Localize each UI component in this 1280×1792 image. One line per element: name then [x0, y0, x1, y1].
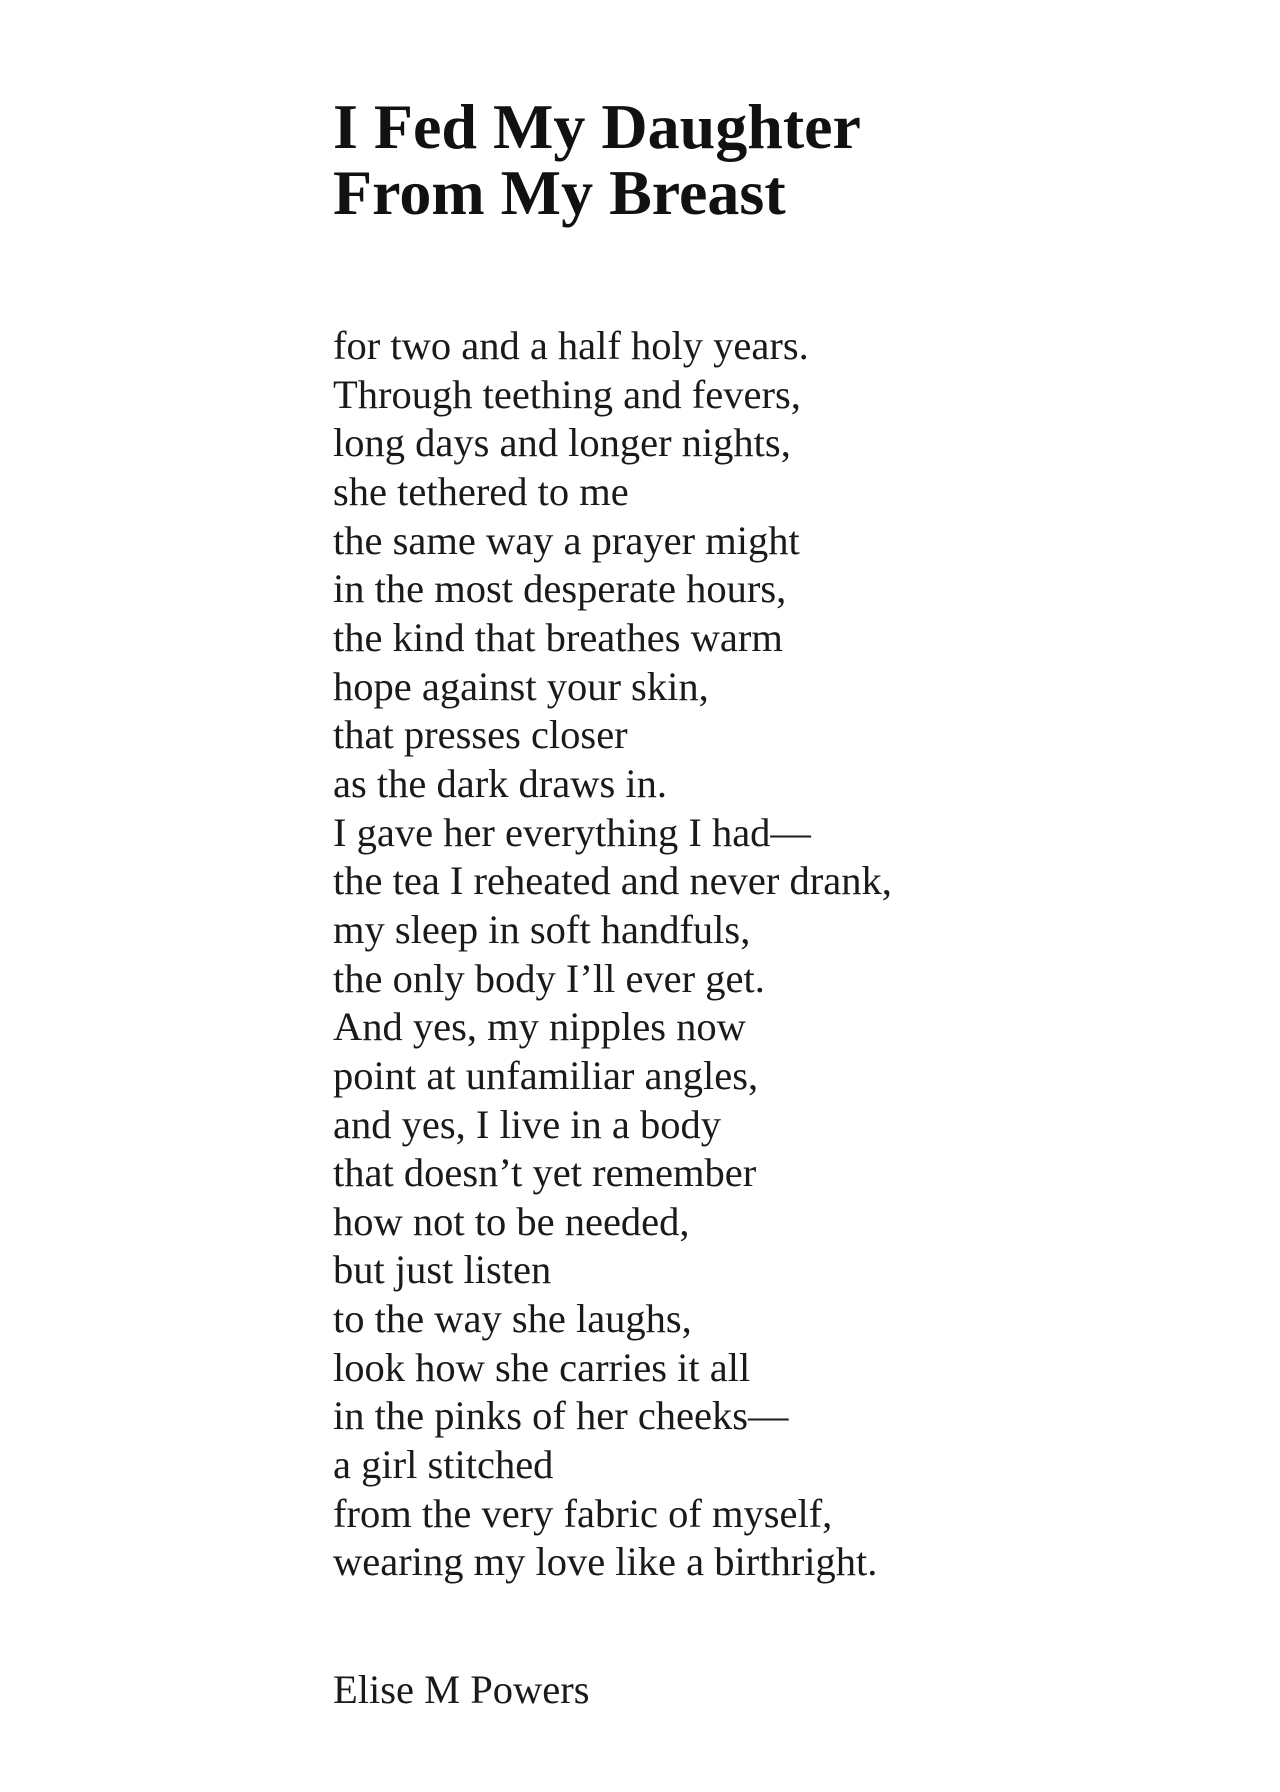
poem-line: that doesn’t yet remember	[333, 1150, 757, 1196]
poem-line: the only body I’ll ever get.	[333, 955, 765, 1001]
author-signature: Elise M Powers	[333, 1667, 590, 1712]
poem-line: a girl stitched	[333, 1442, 554, 1488]
poem-line: the kind that breathes warm	[333, 614, 783, 660]
poem-line: for two and a half holy years.	[333, 323, 809, 368]
poem-title-line-1: I Fed My Daughter	[333, 91, 861, 162]
poem-line: the tea I reheated and never drank,	[333, 858, 892, 904]
poem-line: that presses closer	[333, 712, 628, 758]
poem-line: look how she carries it all	[333, 1344, 751, 1390]
poem-title-line-2: From My Breast	[333, 157, 786, 228]
poem-line: Through teething and fevers,	[333, 371, 801, 417]
poem-line: wearing my love like a birthright.	[333, 1539, 878, 1585]
poem-line: and yes, I live in a body	[333, 1101, 722, 1147]
poem-line: she tethered to me	[333, 468, 629, 514]
poem-line: long days and longer nights,	[333, 420, 791, 466]
poem-line: in the most desperate hours,	[333, 566, 787, 612]
poem-line: point at unfamiliar angles,	[333, 1052, 759, 1098]
poem-line: the same way a prayer might	[333, 517, 800, 563]
poem-body	[333, 322, 892, 1587]
poem-title	[333, 91, 861, 228]
poem-line: how not to be needed,	[333, 1198, 690, 1244]
poem-line: from the very fabric of myself,	[333, 1490, 833, 1536]
poem-line: but just listen	[333, 1247, 552, 1293]
poem-line: And yes, my nipples now	[333, 1004, 746, 1050]
poem-line: I gave her everything I had—	[333, 809, 811, 855]
poem-line: as the dark draws in.	[333, 760, 668, 806]
poem-line: hope against your skin,	[333, 663, 709, 709]
poem-line: in the pinks of her cheeks—	[333, 1393, 789, 1439]
poem-line: my sleep in soft handfuls,	[333, 906, 751, 952]
poem-line: to the way she laughs,	[333, 1296, 692, 1342]
